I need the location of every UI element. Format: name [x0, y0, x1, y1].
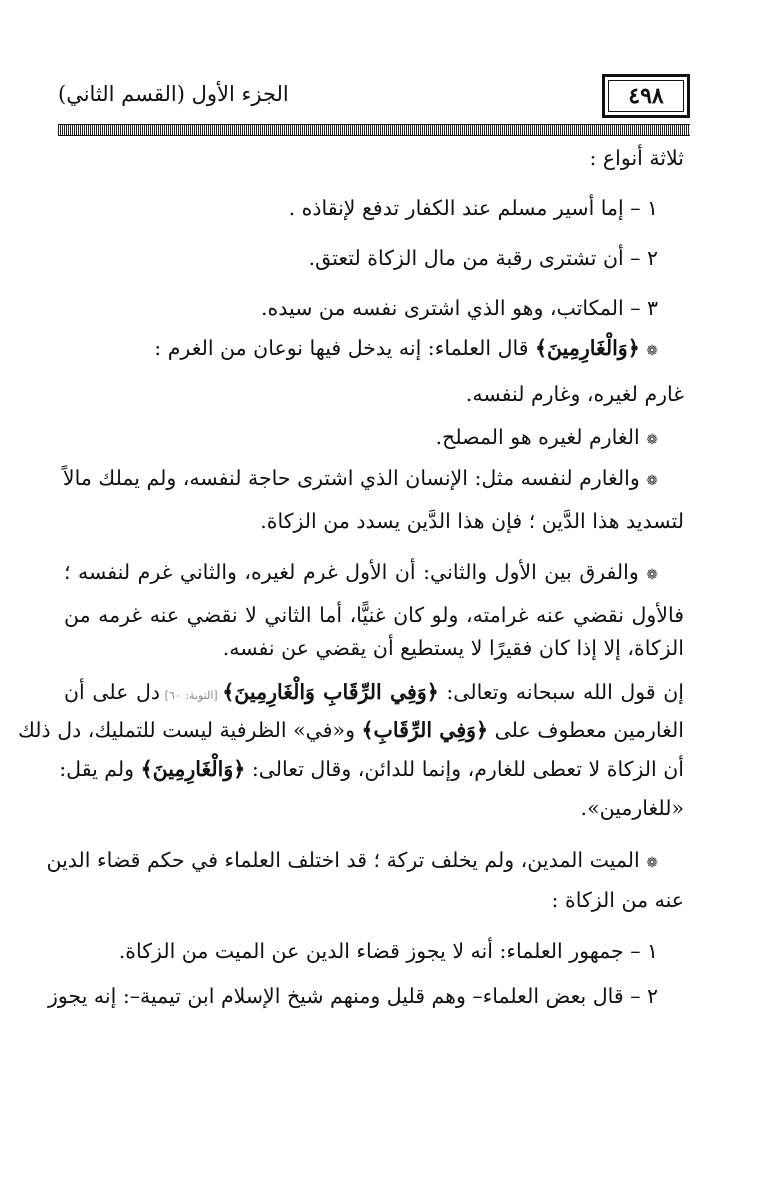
page-header	[58, 68, 690, 124]
paragraph-line	[260, 509, 684, 533]
line-text: لتسديد هذا الدَّين ؛ فإن هذا الدَّين يسدد من الزكاة.	[260, 509, 684, 533]
line-text: غارم لغيره، وغارم لنفسه.	[465, 382, 684, 406]
paragraph-line	[581, 796, 684, 820]
paragraph-line	[64, 680, 684, 704]
line-text: الميت المدين، ولم يخلف تركة ؛ قد اختلف العلماء في حكم قضاء الدين	[46, 848, 647, 872]
line-text: أن الزكاة لا تعطى للغارم، وإنما للدائن، وقال تعالى:	[245, 757, 684, 781]
line-text: الغارمين معطوف على	[488, 718, 684, 742]
paragraph-line	[154, 336, 658, 360]
line-text: والفرق بين الأول والثاني: أن الأول غرم لغيره، والثاني غرم لنفسه ؛	[64, 560, 647, 584]
list-item	[261, 296, 658, 320]
list-item	[309, 246, 658, 270]
line-text: و«في» الظرفية ليست للتمليك، دل ذلك	[18, 718, 362, 742]
line-text: فالأول نقضي عنه غرامته، ولو كان غنيًّا، أما الثاني لا نقضي عنه غرمه من	[64, 603, 684, 627]
verse-reference: [التوبة: ٦٠]	[160, 689, 223, 702]
line-text: ٣ – المكاتب، وهو الذي اشترى نفسه من سيده.	[261, 296, 658, 320]
line-text: ولم يقل:	[59, 757, 141, 781]
quran-quote: ﴿وَالْغَارِمِينَ﴾	[140, 757, 246, 781]
page-number: ٤٩٨	[628, 83, 664, 109]
line-text: والغارم لنفسه مثل: الإنسان الذي اشترى حاجة لنفسه، ولم يملك مالاً	[62, 466, 647, 490]
paragraph-line	[466, 382, 684, 406]
line-text: دل على أن	[64, 680, 161, 704]
line-text: قال العلماء: إنه يدخل فيها نوعان من الغرم :	[154, 336, 529, 360]
header-rule	[58, 124, 690, 136]
quran-quote: ﴿وَالْغَارِمِينَ﴾	[535, 336, 640, 360]
paragraph-line	[18, 718, 684, 742]
paragraph-line	[64, 560, 658, 584]
quran-quote: ﴿وَفِي الرِّقَابِ﴾	[361, 718, 489, 742]
line-text: ٢ – قال بعض العلماء– وهم قليل ومنهم شيخ الإسلام ابن تيمية–: إنه يجوز	[47, 984, 658, 1008]
line-text: عنه من الزكاة :	[551, 888, 684, 912]
line-text: إن قول الله سبحانه وتعالى:	[438, 680, 684, 704]
line-text: الغارم لغيره هو المصلح.	[435, 425, 640, 449]
line-text: ٢ – أن تشترى رقبة من مال الزكاة لتعتق.	[308, 246, 658, 270]
running-title: الجزء الأول (القسم الثاني)	[58, 82, 289, 106]
flower-ornament-icon: ❁	[646, 473, 658, 489]
flower-ornament-icon: ❁	[646, 343, 658, 359]
flower-ornament-icon: ❁	[646, 432, 658, 448]
line-text: ١ – إما أسير مسلم عند الكفار تدفع لإنقاذه .	[288, 196, 658, 220]
flower-ornament-icon: ❁	[646, 855, 658, 871]
paragraph-line	[59, 757, 684, 781]
quran-quote: ﴿وَفِي الرِّقَابِ وَالْغَارِمِينَ﴾	[222, 680, 439, 704]
paragraph-line	[46, 848, 658, 872]
line-text: ثلاثة أنواع :	[589, 146, 684, 170]
paragraph-line	[64, 466, 658, 490]
list-item	[119, 939, 658, 963]
paragraph-line	[223, 636, 684, 660]
list-item	[289, 196, 658, 220]
flower-ornament-icon: ❁	[646, 567, 658, 583]
paragraph-line	[436, 425, 658, 449]
line-text: الزكاة، إلا إذا كان فقيرًا لا يستطيع أن يقضي عن نفسه.	[222, 636, 684, 660]
line-text: ١ – جمهور العلماء: أنه لا يجوز قضاء الدين عن الميت من الزكاة.	[118, 939, 658, 963]
line-text: «للغارمين».	[580, 796, 684, 820]
paragraph-line	[552, 888, 684, 912]
page-number-frame	[602, 74, 690, 118]
paragraph-line	[64, 603, 684, 627]
paragraph-line	[590, 146, 685, 170]
list-item	[47, 984, 658, 1008]
